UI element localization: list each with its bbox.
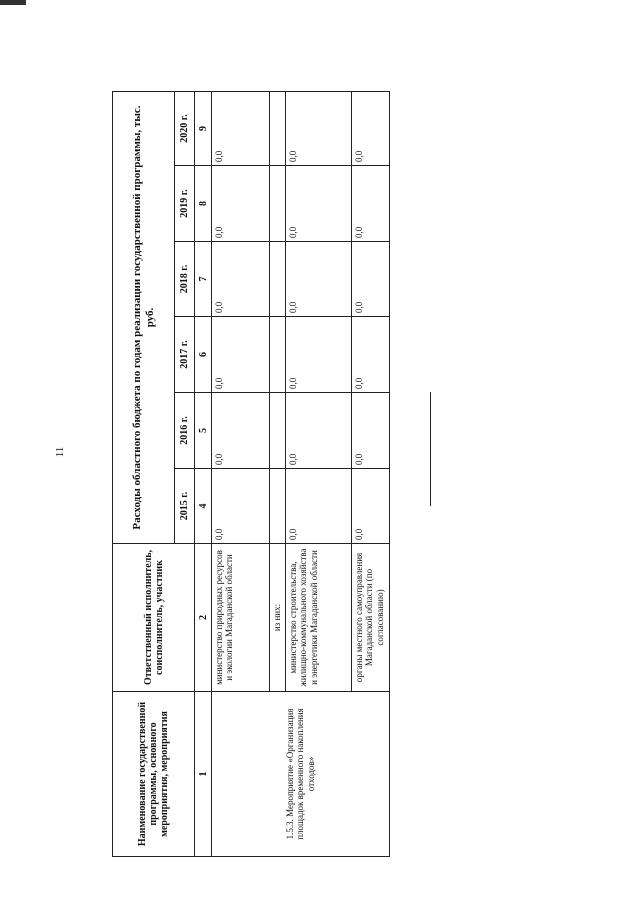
column-number: 9 [195, 92, 212, 166]
value-cell: 0,0 [212, 242, 270, 317]
value-cell: 0,0 [352, 317, 390, 393]
page-number: 11 [54, 446, 66, 458]
value-cell: 0,0 [352, 242, 390, 317]
value-cell: 0,0 [212, 393, 270, 469]
value-cell: 0,0 [212, 92, 270, 166]
column-number: 4 [195, 469, 212, 544]
value-cell: 0,0 [286, 166, 352, 242]
executor-cell: министерство строительства, жилищно-коммунального хозяйства и энергетики Магаданской области [286, 544, 352, 692]
header-program-name: Наименование государственной программы, основного мероприятия, мероприятия [113, 692, 195, 857]
header-year: 2019 г. [175, 166, 195, 242]
value-cell [270, 92, 286, 166]
value-cell: 0,0 [352, 469, 390, 544]
value-cell: 0,0 [352, 393, 390, 469]
executor-cell: министерство природных ресурсов и экологии Магаданской области [212, 544, 270, 692]
rotated-table-wrapper [112, 92, 390, 857]
value-cell: 0,0 [286, 393, 352, 469]
table-frame [112, 92, 390, 857]
header-year: 2016 г. [175, 393, 195, 469]
header-year: 2020 г. [175, 92, 195, 166]
value-cell: 0,0 [352, 166, 390, 242]
budget-table [112, 91, 390, 857]
activity-name: 1.5.3. Мероприятие «Организация площадок временного накопления отходов» [212, 692, 390, 857]
value-cell [270, 242, 286, 317]
value-cell: 0,0 [212, 469, 270, 544]
value-cell: 0,0 [352, 92, 390, 166]
separator-line [430, 392, 431, 506]
header-budget: Расходы областного бюджета по годам реализации государственной программы, тыс. руб. [113, 92, 175, 544]
value-cell [270, 166, 286, 242]
header-year: 2018 г. [175, 242, 195, 317]
table-row [212, 92, 270, 857]
executor-cell: из них: [270, 544, 286, 692]
column-number: 6 [195, 317, 212, 393]
value-cell: 0,0 [286, 242, 352, 317]
executor-cell: органы местного самоуправления Магаданской области (по согласованию) [352, 544, 390, 692]
value-cell [270, 317, 286, 393]
header-year: 2015 г. [175, 469, 195, 544]
value-cell [270, 393, 286, 469]
value-cell: 0,0 [212, 166, 270, 242]
value-cell [270, 469, 286, 544]
value-cell: 0,0 [212, 317, 270, 393]
value-cell: 0,0 [286, 317, 352, 393]
value-cell: 0,0 [286, 92, 352, 166]
column-number: 5 [195, 393, 212, 469]
scan-artifact [0, 0, 26, 5]
column-number: 7 [195, 242, 212, 317]
column-number: 1 [195, 692, 212, 857]
column-number: 8 [195, 166, 212, 242]
header-year: 2017 г. [175, 317, 195, 393]
header-executor: Ответственный исполнитель, соисполнитель, участник [113, 544, 195, 692]
column-number: 2 [195, 544, 212, 692]
value-cell: 0,0 [286, 469, 352, 544]
